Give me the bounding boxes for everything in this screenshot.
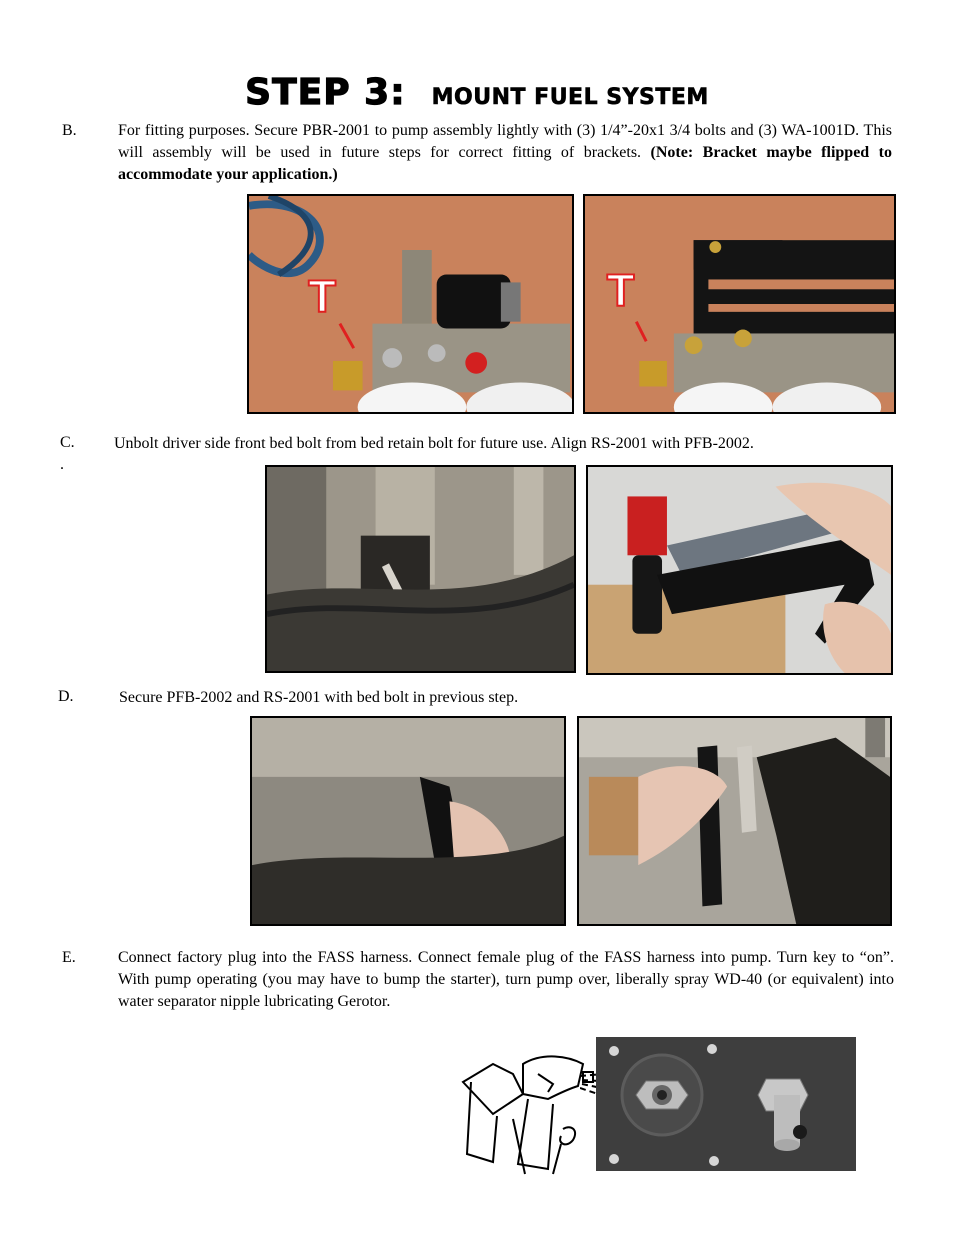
step-d-letter: D.: [58, 688, 74, 705]
step-b-letter: B.: [62, 122, 77, 139]
step-e-text: Connect factory plug into the FASS harness. Connect female plug of the FASS harness into pump. Turn key to “on”. With pump operating (you may have to bump the starter), turn pump over, liberally spray WD-40 (or equivalent) into water separator nipple lubricating Gerotor.: [118, 949, 894, 1010]
photo-secure-brackets-right: [577, 716, 892, 926]
t-marker-left: T: [308, 270, 337, 322]
photo-water-separator-nipple: [596, 1037, 856, 1171]
photo-pump-with-bracket: [583, 194, 896, 414]
photo-align-brackets: [586, 465, 893, 675]
page-title: [0, 72, 954, 113]
step-e-letter: E.: [62, 949, 76, 966]
step-c-stray-mark: .: [60, 456, 64, 473]
photo-secure-brackets-left: [250, 716, 566, 926]
step-title: MOUNT FUEL SYSTEM: [431, 85, 709, 110]
step-b-note: (Note: Bracket maybe flipped to accommodate your application.): [118, 144, 893, 183]
step-b-text: [118, 120, 892, 186]
step-d-text: Secure PFB-2002 and RS-2001 with bed bolt in previous step.: [119, 689, 519, 706]
t-marker-right: T: [606, 265, 635, 316]
step-number: STEP 3:: [245, 72, 406, 113]
step-b-body: For fitting purposes. Secure PBR-2001 to pump assembly lightly with (3) 1/4”-20x1 3/4 bolts and (3) WA-1001D. This will assembly will be used in future steps for correct fitting of brackets.: [118, 122, 892, 161]
photo-bed-bolt: [265, 465, 576, 673]
step-c-letter: C.: [60, 434, 75, 451]
step-c-text: Unbolt driver side front bed bolt from bed retain bolt for future use. Align RS-2001 with PFB-2002.: [114, 435, 754, 452]
photo-pump-assembly: [247, 194, 574, 414]
